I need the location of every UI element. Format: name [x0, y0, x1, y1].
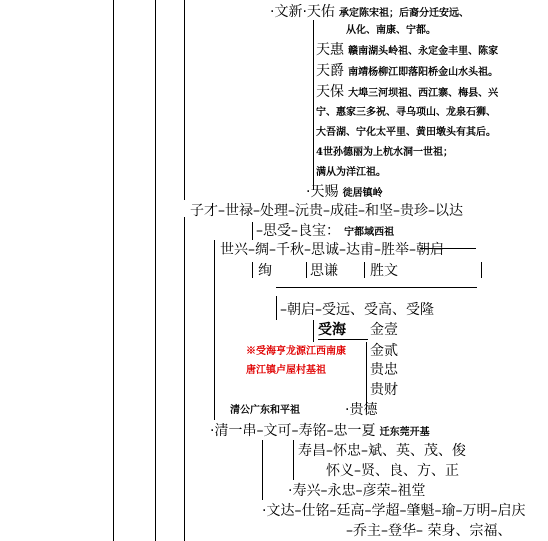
name-guizhong: 贵忠 — [370, 362, 398, 378]
note-tianyou-2: 从化、南康、宁都。 — [346, 25, 436, 36]
rail-5 — [313, 20, 314, 190]
note-sishou: 宁都域西祖 — [344, 227, 395, 238]
name-siqian: 思谦 — [310, 263, 338, 279]
rail-6 — [262, 440, 263, 500]
rail-3b — [184, 217, 185, 541]
note-tianbao-3: 大吾湖、宁化太平里、黄田墩头有其后。 — [316, 127, 496, 138]
lineage-qingyichuan: ·清一串–文可–寿铭–忠一夏 — [210, 423, 376, 439]
lineage-shixing: 世兴–绸–千秋–思诚–达甫–胜举–朝启 — [220, 242, 444, 258]
rule-3 — [318, 339, 368, 340]
ancestor-wenxin-tianyou: ·文新·天佑 — [270, 4, 335, 20]
rail-1 — [113, 0, 114, 541]
rail-13 — [276, 296, 277, 320]
lineage-qiaozhu: –乔主–登华– 荣身、宗福、 — [346, 523, 512, 539]
rail-12 — [481, 262, 482, 278]
note-tianbao-5: 满从为洋江祖。 — [316, 167, 386, 178]
name-xuan: 绚 — [258, 263, 272, 279]
note-tianbao: 大埠三河坝祖、西江寨、梅县、兴 — [348, 88, 499, 99]
ancestor-tianhui: 天惠 — [316, 42, 344, 58]
note-tangjiang-red: 唐江镇卢屋村基祖 — [246, 365, 326, 376]
ancestor-tianci: ·天赐 — [306, 184, 339, 200]
lineage-huaiyi: 怀义–贤、良、方、正 — [326, 463, 459, 479]
name-shengwen: 胜文 — [370, 263, 398, 279]
rail-10 — [306, 262, 307, 278]
ancestor-tianjue: 天爵 — [316, 63, 344, 79]
rail-9 — [252, 262, 253, 278]
note-tianbao-2: 宁、惠家三多祝、寻乌项山、龙泉石狮、 — [316, 107, 496, 118]
name-guide: ·贵德 — [345, 402, 378, 418]
note-dongguan: 迁东莞开基 — [379, 427, 430, 438]
lineage-sishou: –思受–良宝： — [256, 223, 340, 239]
rail-8 — [252, 222, 253, 240]
name-jinyi: 金壹 — [370, 322, 398, 338]
lineage-shouchang: 寿昌–怀忠–斌、英、茂、俊 — [298, 443, 466, 459]
note-shouhai-red: ※受海亨龙源江西南康 — [246, 346, 346, 357]
rule-2 — [276, 287, 477, 288]
note-tianbao-4: 4世孙德丽为上杭水洞一世祖； — [316, 147, 453, 158]
lineage-chaoqi: –朝启–受远、受高、受隆 — [280, 302, 434, 318]
rail-7 — [293, 440, 294, 480]
note-tianci: 徙居镇岭 — [342, 188, 383, 199]
note-tianjue: 南靖杨柳江即落阳桥金山水头祖。 — [348, 67, 499, 78]
note-tianhui: 赣南湖头岭祖、永定金丰里、陈家 — [348, 46, 499, 57]
lineage-shouxing: ·寿兴–永忠–彦荣–祖堂 — [288, 483, 426, 499]
name-guicai: 贵财 — [370, 382, 398, 398]
name-shouhai: 受海 — [318, 322, 346, 338]
lineage-zicai: 子才–世禄–处理–沅贵–成硅–和坚–贵珍–以达 — [190, 203, 463, 219]
ancestor-tianbao: 天保 — [316, 84, 344, 100]
name-jiner: 金贰 — [370, 343, 398, 359]
rail-3 — [184, 0, 185, 200]
rail-14 — [313, 320, 314, 342]
rail-11 — [364, 262, 365, 278]
note-qinggong: 清公广东和平祖 — [230, 405, 300, 416]
lineage-wenda: ·文达–仕铭–廷高–学超–肇魁–瑜–万明–启庆 — [262, 503, 526, 519]
rail-2 — [155, 0, 156, 541]
rail-4 — [214, 240, 215, 420]
note-tianyou: 承定陈宋祖；后裔分迁安远、 — [339, 8, 470, 19]
